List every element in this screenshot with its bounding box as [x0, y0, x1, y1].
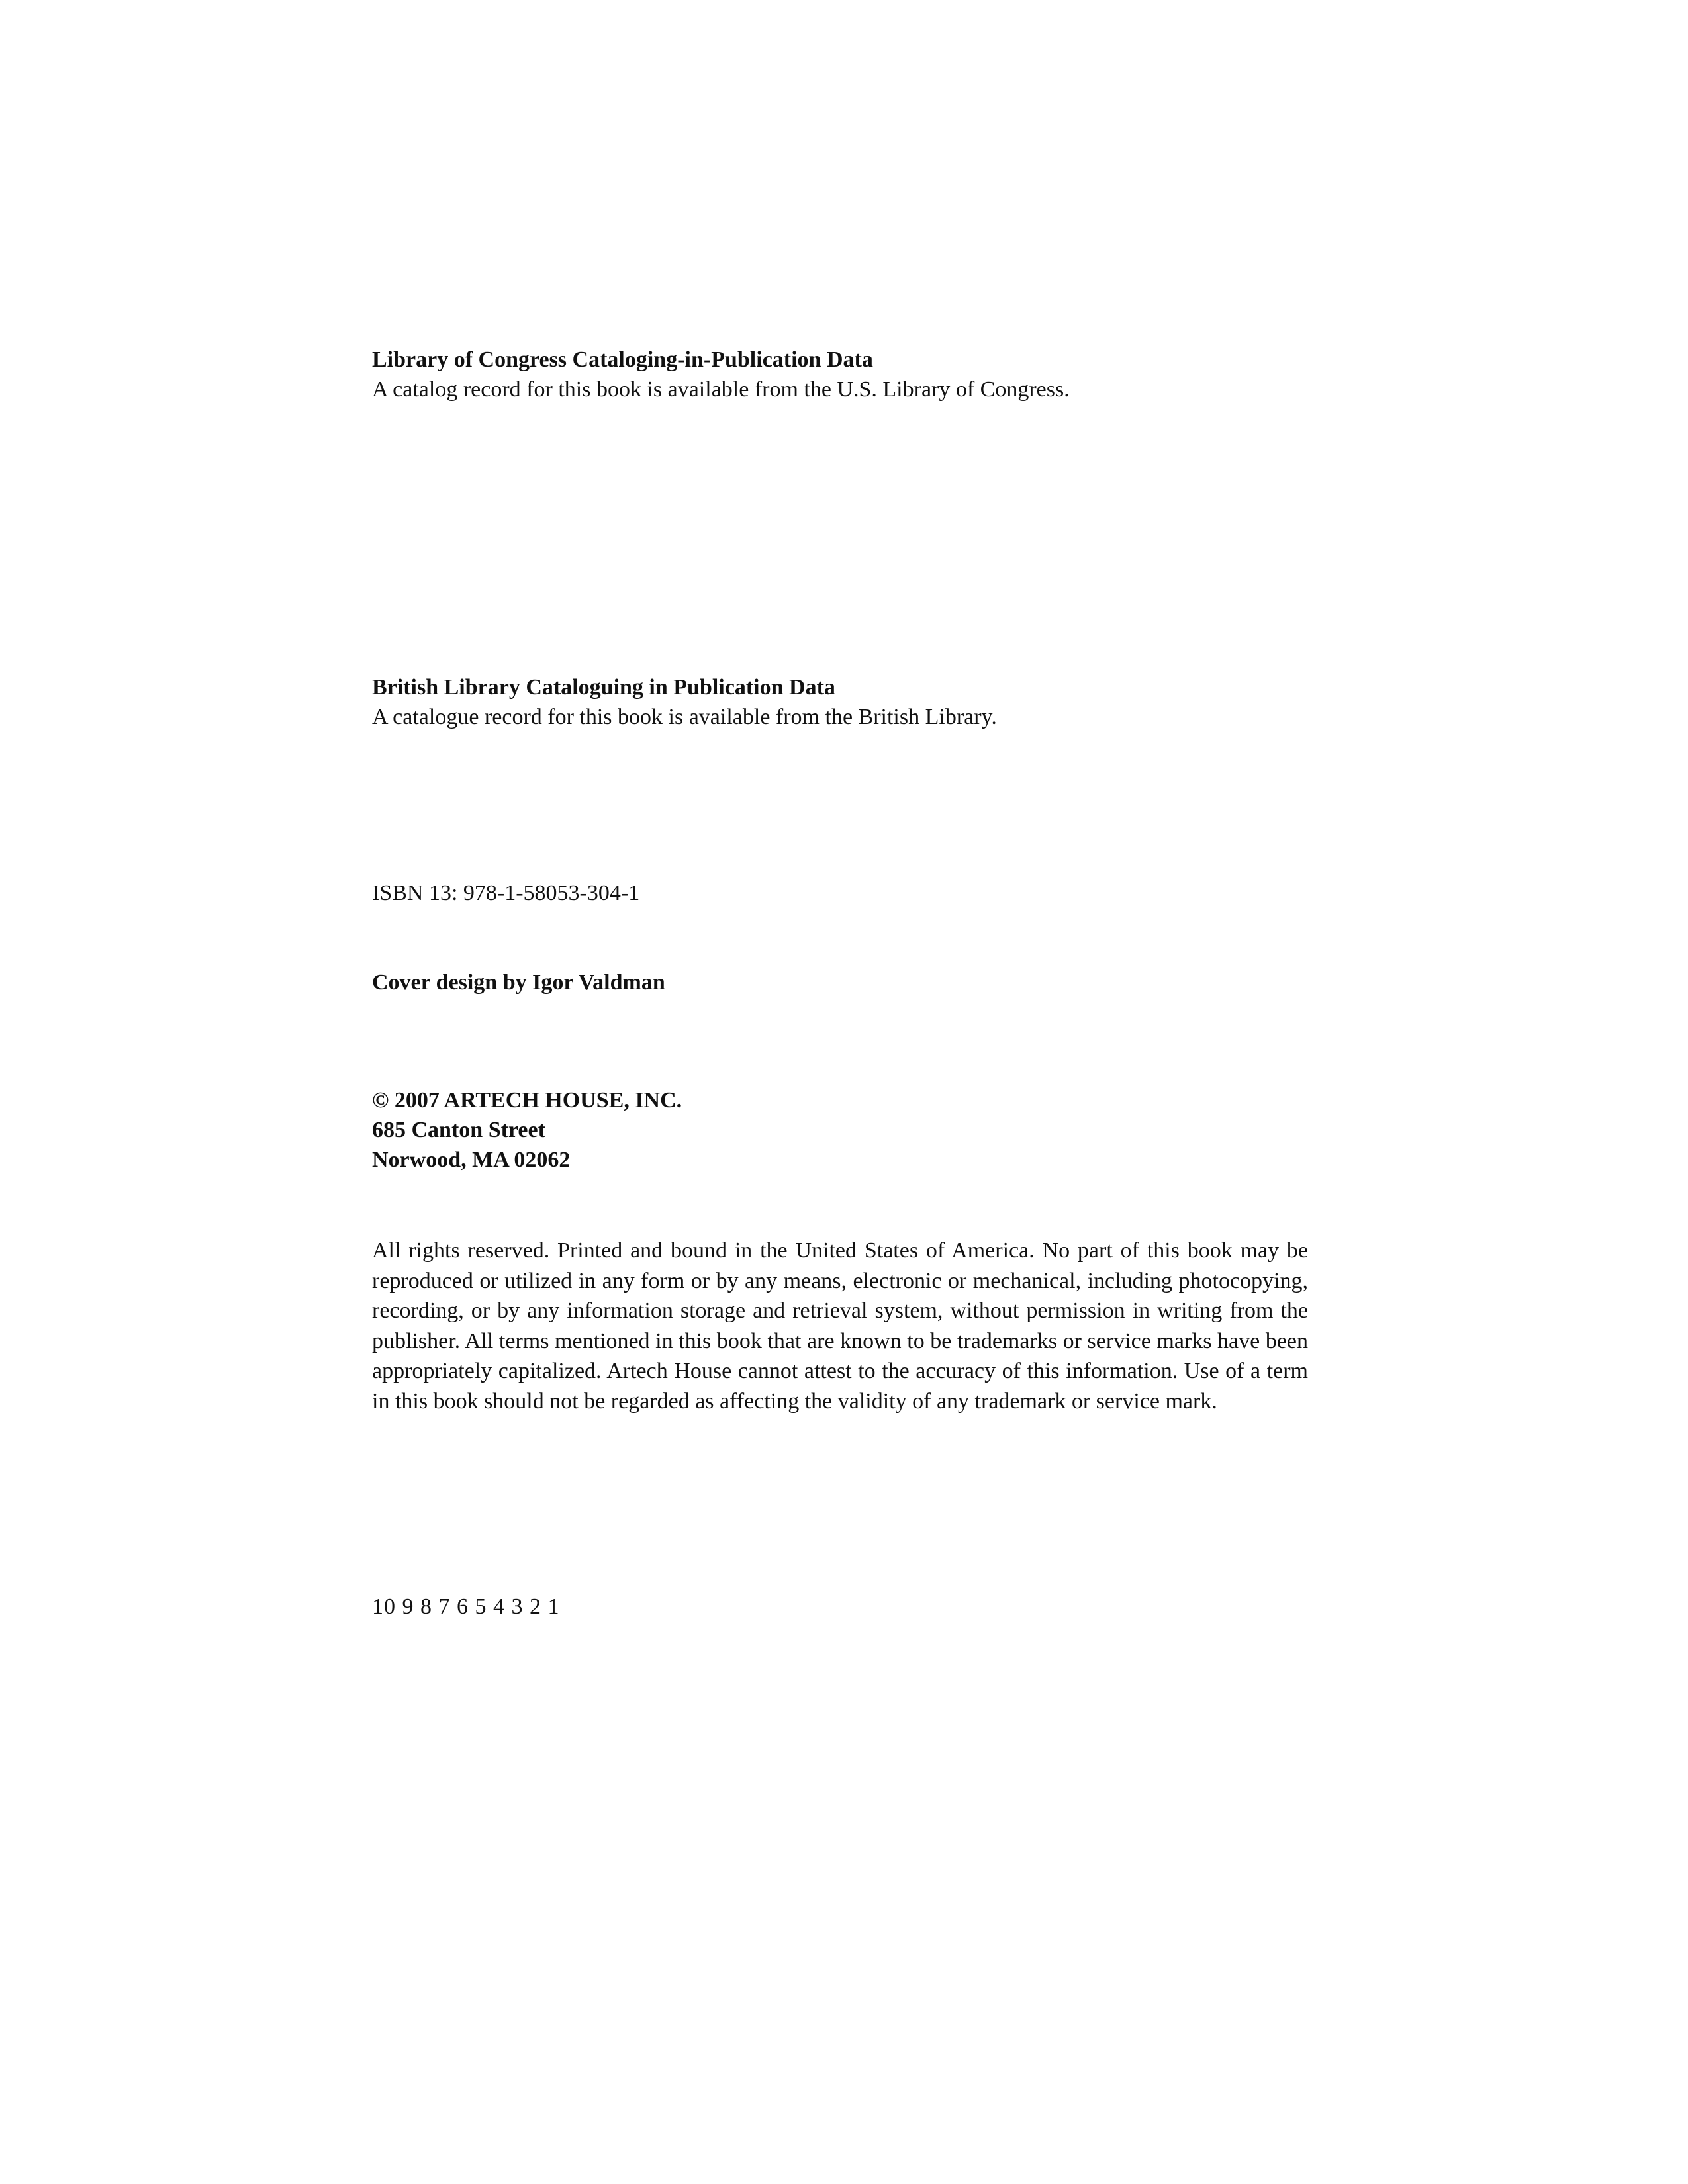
publisher-city: Norwood, MA 02062 [372, 1148, 571, 1172]
bl-text: A catalogue record for this book is available from the British Library. [372, 705, 997, 729]
publisher-address [372, 1085, 1308, 1175]
rights-paragraph: All rights reserved. Printed and bound in the United States of America. No part of this book may be reproduced or utilized in any form or by any means, electronic or mechanical, including photocopying, recording, or by any information storage and retrieval system, without permission in writing from the publisher. All terms mentioned in this book that are known to be trademarks or service marks have been appropriately capitalized. Artech House cannot attest to the accuracy of this information. Use of a term in this book should not be regarded as affecting the validity of any trademark or service mark. [372, 1238, 1308, 1414]
bl-heading: British Library Cataloguing in Publication Data [372, 675, 835, 700]
publisher-street: 685 Canton Street [372, 1118, 545, 1142]
cover-design-credit: Cover design by Igor Valdman [372, 970, 665, 995]
print-line: 10 9 8 7 6 5 4 3 2 1 [372, 1594, 560, 1619]
isbn: ISBN 13: 978-1-58053-304-1 [372, 881, 640, 905]
loc-text: A catalog record for this book is available from the U.S. Library of Congress. [372, 377, 1070, 402]
copyright-line: © 2007 ARTECH HOUSE, INC. [372, 1088, 682, 1113]
british-library-section [372, 672, 1308, 732]
loc-heading: Library of Congress Cataloging-in-Publication Data [372, 347, 873, 372]
library-of-congress-section [372, 345, 1308, 404]
